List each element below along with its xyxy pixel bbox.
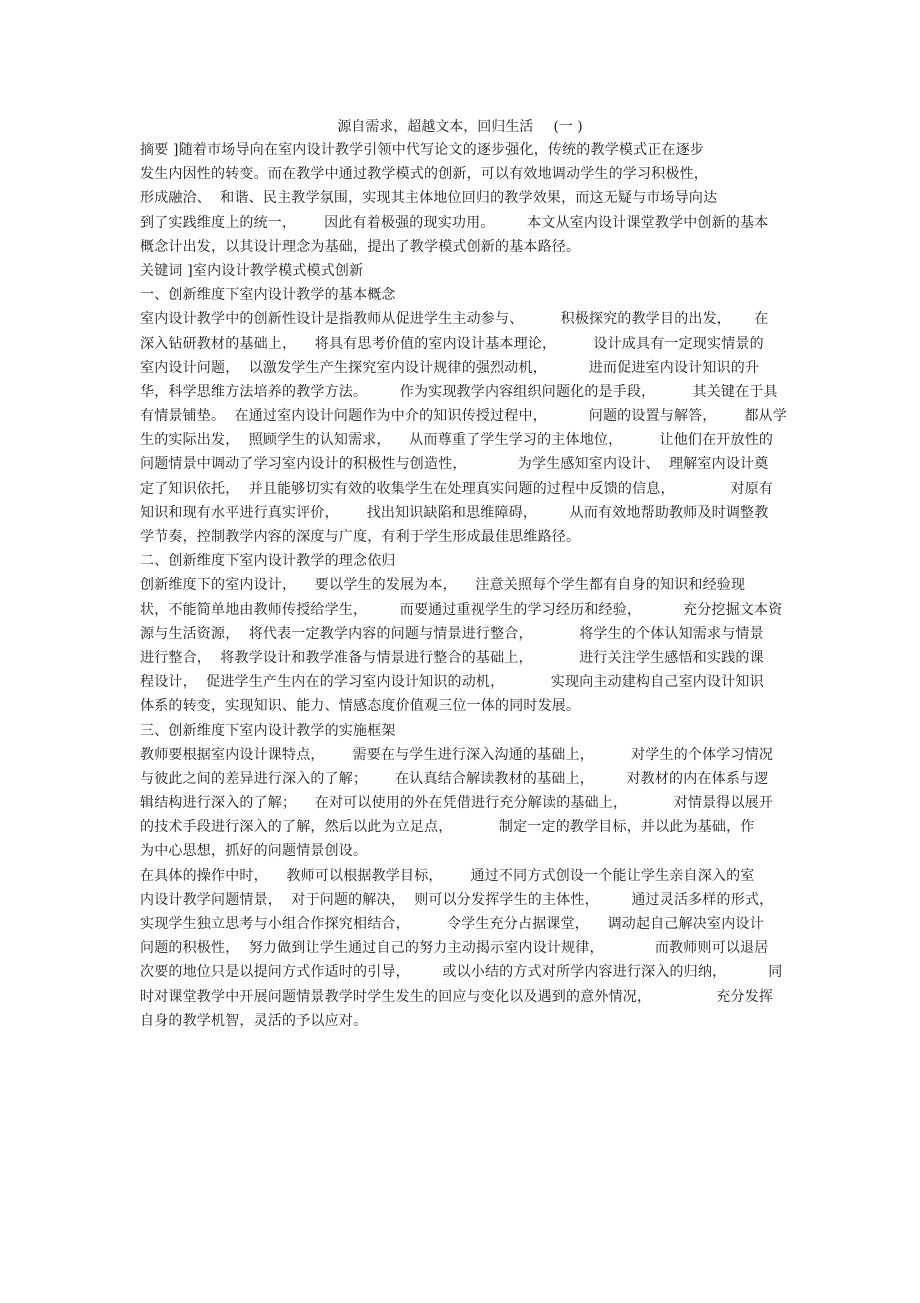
body-text-line: 辑结构进行深入的了解； 在对可以使用的外在凭借进行充分解读的基础上， 对情景得以展开: [140, 795, 774, 812]
body-text-line: 华，科学思维方法培养的教学方法。 作为实现教学内容组织问题化的是手段， 其关键在于具: [140, 383, 778, 400]
section-heading-2: 二、创新维度下室内设计教学的理念依归: [140, 553, 396, 570]
body-text-line: 形成融洽、 和谐、民主教学氛围，实现其主体地位回归的教学效果，而这无疑与市场导向达: [140, 190, 718, 207]
body-text-line: 发生内因性的转变。而在教学中通过教学模式的创新，可以有效地调动学生的学习积极性，: [140, 166, 708, 183]
section-heading-1: 一、创新维度下室内设计教学的基本概念: [140, 287, 396, 304]
body-text-line: 次要的地位只是以提问方式作适时的引导， 或以小结的方式对所学内容进行深入的归纳， 同: [140, 964, 783, 981]
body-text-line: 源与生活资源， 将代表一定教学内容的问题与情景进行整合， 将学生的个体认知需求与情景: [140, 625, 764, 642]
body-text-line: 的技术手段进行深入的了解，然后以此为立足点， 制定一定的教学目标，并以此为基础，作: [140, 819, 755, 836]
body-text-line: 教师要根据室内设计课特点， 需要在与学生进行深入沟通的基础上， 对学生的个体学习情况: [140, 746, 774, 763]
body-text-line: 程设计， 促进学生产生内在的学习室内设计知识的动机， 实现向主动建构自己室内设计知识: [140, 674, 764, 691]
keywords-line: 关键词 ]室内设计教学模式模式创新: [140, 262, 364, 279]
document-body: [140, 138, 788, 1033]
body-text-line: 为中心思想，抓好的问题情景创设。: [140, 843, 368, 860]
body-text-line: 进行整合， 将教学设计和教学准备与情景进行整合的基础上， 进行关注学生感悟和实践的课: [140, 649, 764, 666]
body-text-line: 定了知识依托， 并且能够切实有效的收集学生在处理真实问题的过程中反馈的信息， 对原有: [140, 480, 774, 497]
body-text-line: 创新维度下的室内设计， 要以学生的发展为本， 注意关照每个学生都有自身的知识和经验现: [140, 577, 746, 594]
body-text-line: 实现学生独立思考与小组合作探究相结合， 令学生充分占据课堂， 调动起自己解决室内设计: [140, 916, 764, 932]
body-text-line: 内设计教学问题情景， 对于问题的解决， 则可以分发挥学生的主体性， 通过灵活多样的形式，: [140, 891, 774, 908]
body-text-line: 知识和现有水平进行真实评价， 找出知识缺陷和思维障碍， 从而有效地帮助教师及时调整教: [140, 504, 769, 521]
body-text-line: 时对课堂教学中开展问题情景教学时学生发生的回应与变化以及遇到的意外情况， 充分发挥: [140, 988, 774, 1005]
body-text-line: 学节奏，控制教学内容的深度与广度，有利于学生形成最佳思维路径。: [140, 529, 581, 545]
document-title: [0, 117, 920, 137]
abstract-line: 摘要 ]随着市场导向在室内设计教学引领中代写论文的逐步强化，传统的教学模式正在逐步: [140, 142, 705, 158]
body-text-line: 在具体的操作中时， 教师可以根据教学目标， 通过不同方式创设一个能让学生亲自深入的室: [140, 867, 755, 884]
body-text-line: 自身的教学机智，灵活的予以应对。: [140, 1012, 368, 1029]
body-text-line: 生的实际出发， 照顾学生的认知需求， 从而尊重了学生学习的主体地位， 让他们在开放性的: [140, 432, 774, 449]
body-text-line: 到了实践维度上的统一， 因此有着极强的现实功用。 本文从室内设计课堂教学中创新的基本: [140, 214, 769, 231]
body-text-line: 问题的积极性， 努力做到让学生通过自己的努力主动揭示室内设计规律， 而教师则可以退居: [140, 940, 769, 957]
body-text-line: 室内设计教学中的创新性设计是指教师从促进学生主动参与、 积极探究的教学目的出发， 在: [140, 311, 769, 328]
section-heading-3: 三、创新维度下室内设计教学的实施框架: [140, 722, 396, 739]
body-text-line: 室内设计问题， 以激发学生产生探究室内设计规律的强烈动机， 进而促进室内设计知识的升: [140, 359, 760, 376]
body-text-line: 体系的转变，实现知识、能力、情感态度价值观三位一体的同时发展。: [140, 698, 581, 715]
body-text-line: 深入钻研教材的基础上， 将具有思考价值的室内设计基本理论， 设计成具有一定现实情景的: [140, 335, 764, 352]
body-text-line: 状，不能简单地由教师传授给学生， 而要通过重视学生的学习经历和经验， 充分挖掘文本资: [140, 601, 783, 618]
title-part-number: (一 ): [553, 119, 583, 135]
body-text-line: 概念计出发，以其设计理念为基础，提出了教学模式创新的基本路径。: [140, 238, 581, 255]
body-text-line: 问题情景中调动了学习室内设计的积极性与创造性， 为学生感知室内设计、 理解室内设计奠: [140, 456, 769, 473]
title-text: 源自需求，超越文本，回归生活: [337, 119, 534, 135]
body-text-line: 有情景铺垫。 在通过室内设计问题作为中介的知识传授过程中， 问题的设置与解答， 都从学: [140, 408, 788, 425]
body-text-line: 与彼此之间的差异进行深入的了解； 在认真结合解读教材的基础上， 对教材的内在体系与逻: [140, 770, 769, 787]
